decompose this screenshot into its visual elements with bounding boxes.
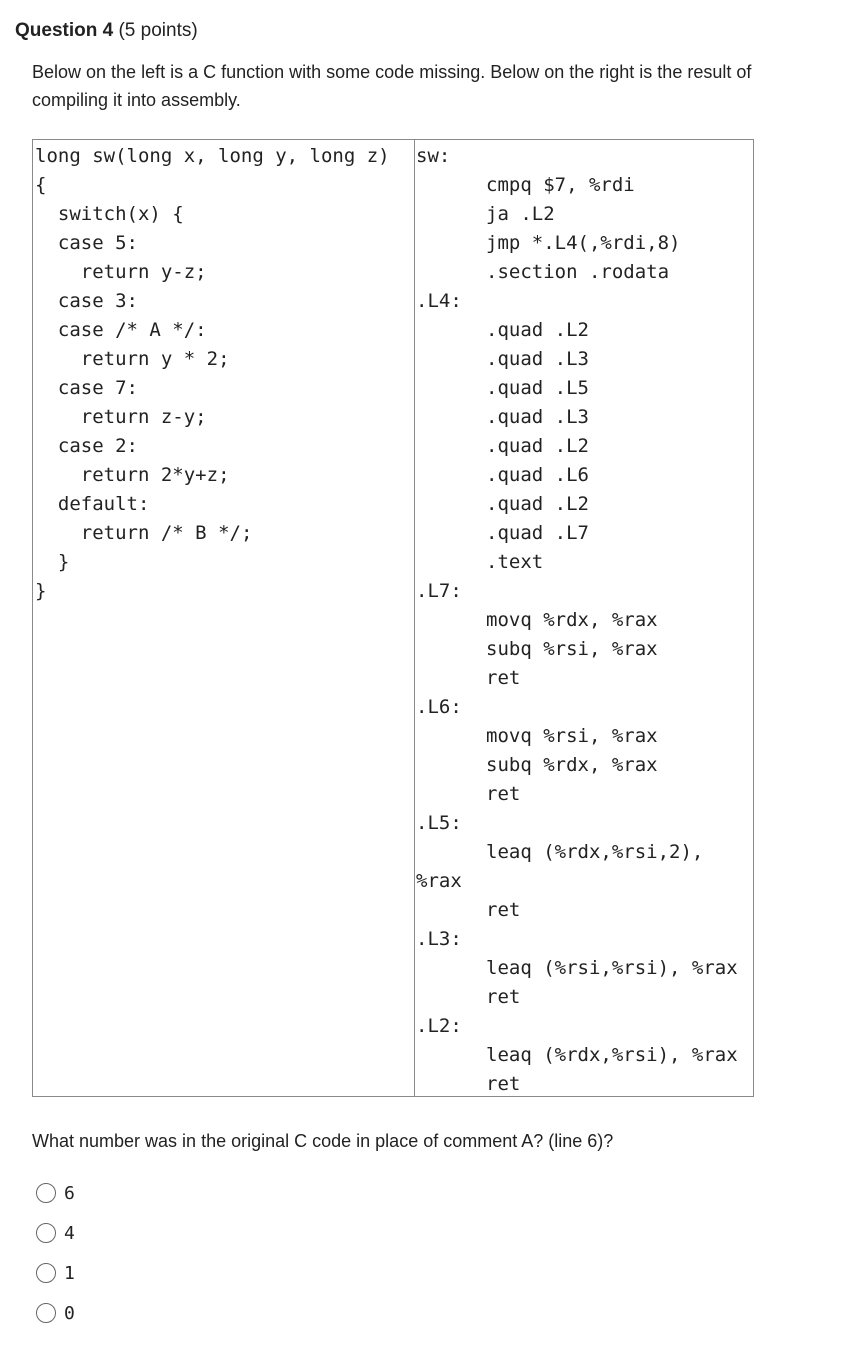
answer-option-0[interactable]: [36, 1300, 75, 1326]
c-code-line: long sw(long x, long y, long z): [35, 145, 390, 167]
question-points: (5 points): [118, 20, 198, 41]
asm-instruction: .quad .L5: [486, 377, 589, 399]
c-code-line: switch(x) {: [57, 203, 184, 225]
asm-label: .L2:: [416, 1015, 462, 1037]
asm-instruction: ja .L2: [486, 203, 555, 225]
column-divider: [414, 140, 415, 1096]
question-title: Question 4: [15, 20, 114, 41]
c-code-line: case 2:: [57, 435, 138, 457]
asm-instruction: .quad .L3: [486, 406, 589, 428]
asm-label: .L6:: [416, 696, 462, 718]
answer-option-6[interactable]: [36, 1180, 75, 1206]
asm-instruction: .quad .L2: [486, 493, 589, 515]
c-code-line: {: [35, 174, 47, 196]
asm-instruction: movq %rdx, %rax: [486, 609, 658, 631]
question-header: [15, 18, 198, 44]
asm-instruction: .section .rodata: [486, 261, 670, 283]
radio-button[interactable]: [36, 1223, 56, 1243]
asm-instruction: movq %rsi, %rax: [486, 725, 658, 747]
asm-label: .L5:: [416, 812, 462, 834]
answer-option-label: 1: [64, 1262, 75, 1284]
c-code-line: return 2*y+z;: [80, 464, 230, 486]
c-code-line: return z-y;: [80, 406, 207, 428]
question-intro: Below on the left is a C function with some code missing. Below on the right is the result of compiling it into assembly.: [32, 62, 752, 110]
c-code-line: default:: [57, 493, 150, 515]
c-code-line: case /* A */:: [57, 319, 207, 341]
asm-label: .L7:: [416, 580, 462, 602]
asm-instruction: ret: [486, 1073, 521, 1095]
asm-instruction: jmp *.L4(,%rdi,8): [486, 232, 681, 254]
answer-option-1[interactable]: [36, 1260, 75, 1286]
radio-button[interactable]: [36, 1303, 56, 1323]
c-code-line: return y * 2;: [80, 348, 230, 370]
asm-label: sw:: [416, 145, 451, 167]
asm-label: .L4:: [416, 290, 462, 312]
code-table: [32, 139, 754, 1097]
c-code-line: }: [35, 580, 47, 602]
c-code-line: case 3:: [57, 290, 138, 312]
asm-instruction: ret: [486, 783, 521, 805]
asm-instruction: .quad .L2: [486, 435, 589, 457]
answer-option-label: 4: [64, 1222, 75, 1244]
asm-instruction: ret: [486, 986, 521, 1008]
asm-instruction: subq %rsi, %rax: [486, 638, 658, 660]
question-text: What number was in the original C code in place of comment A? (line 6)?: [32, 1131, 614, 1151]
answer-option-4[interactable]: [36, 1220, 75, 1246]
radio-button[interactable]: [36, 1183, 56, 1203]
asm-instruction: ret: [486, 899, 521, 921]
asm-instruction: .text: [486, 551, 544, 573]
asm-instruction: leaq (%rdx,%rsi,2),: [486, 841, 704, 863]
asm-instruction: leaq (%rsi,%rsi), %rax: [486, 957, 738, 979]
asm-instruction: cmpq $7, %rdi: [486, 174, 635, 196]
answer-option-label: 0: [64, 1302, 75, 1324]
asm-instruction: subq %rdx, %rax: [486, 754, 658, 776]
asm-instruction: .quad .L2: [486, 319, 589, 341]
answer-option-label: 6: [64, 1182, 75, 1204]
asm-instruction: .quad .L3: [486, 348, 589, 370]
radio-button[interactable]: [36, 1263, 56, 1283]
c-code-line: case 7:: [57, 377, 138, 399]
c-code-line: case 5:: [57, 232, 138, 254]
asm-instruction: .quad .L6: [486, 464, 589, 486]
asm-label: .L3:: [416, 928, 462, 950]
c-code-line: }: [57, 551, 70, 573]
c-code-line: return /* B */;: [80, 522, 253, 544]
asm-instruction: ret: [486, 667, 521, 689]
asm-instruction: leaq (%rdx,%rsi), %rax: [486, 1044, 738, 1066]
asm-label: %rax: [416, 870, 462, 892]
asm-instruction: .quad .L7: [486, 522, 589, 544]
c-code-line: return y-z;: [80, 261, 207, 283]
